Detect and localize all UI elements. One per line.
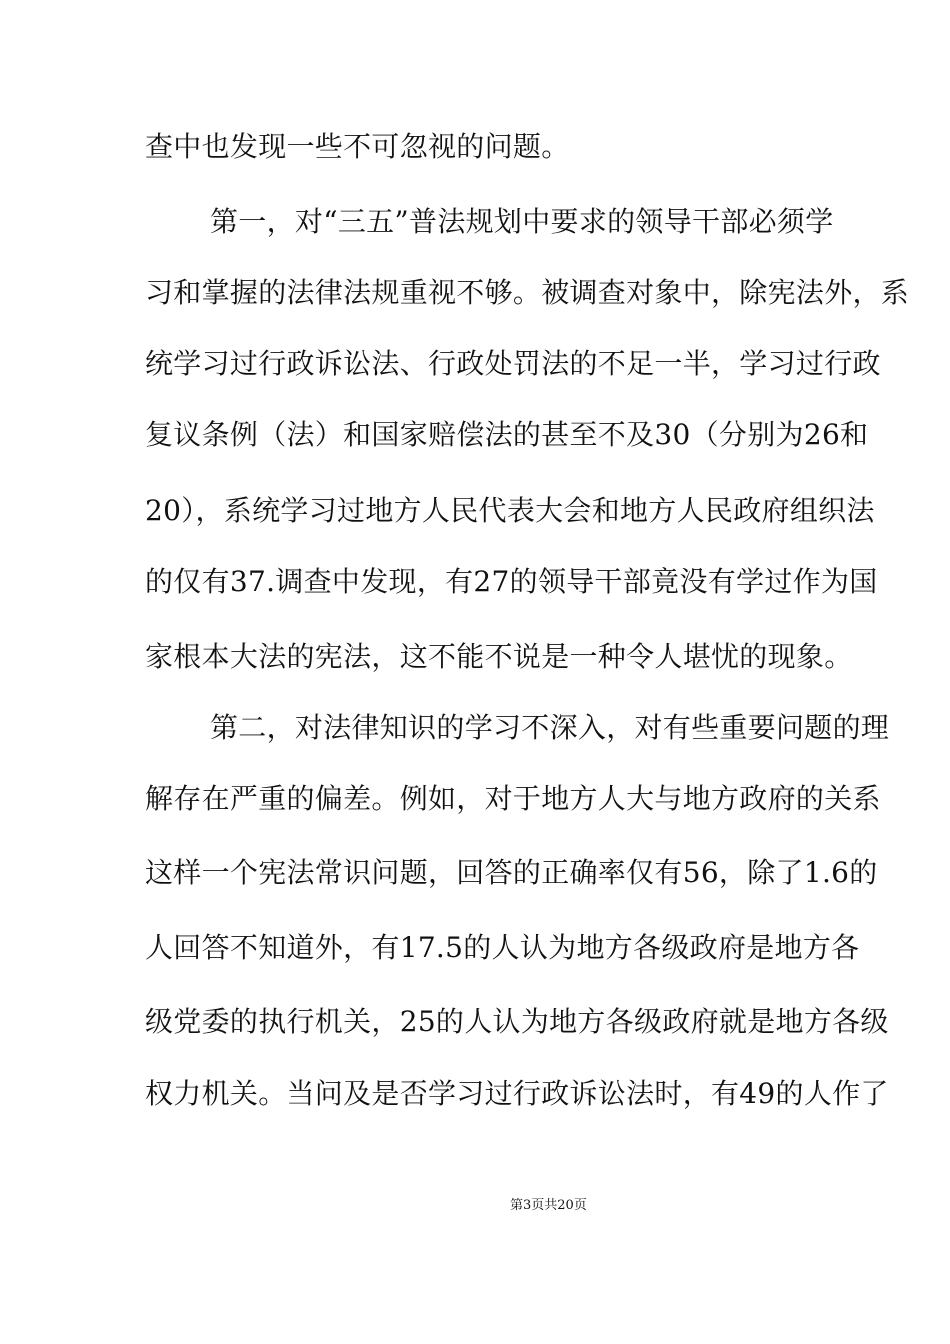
paragraph-first-line: 第一，对“三五”普法规划中要求的领导干部必须学	[210, 205, 834, 238]
text-line-11: 这样一个宪法常识问题，回答的正确率仅有56，除了1.6的	[145, 856, 878, 889]
text-line-8: 家根本大法的宪法，这不能不说是一种令人堪忧的现象。	[145, 640, 853, 673]
text-line-10: 解存在严重的偏差。例如，对于地方人大与地方政府的关系	[145, 782, 881, 815]
paragraph-second-line: 第二，对法律知识的学习不深入，对有些重要问题的理	[210, 711, 890, 744]
page-number: 第3页共20页	[510, 1198, 587, 1213]
text-line-3: 习和掌握的法律法规重视不够。被调查对象中，除宪法外，系	[145, 276, 910, 309]
text-line-1: 查中也发现一些不可忽视的问题。	[145, 130, 570, 163]
text-line-12: 人回答不知道外，有17.5的人认为地方各级政府是地方各	[145, 931, 860, 964]
text-line-5: 复议条例（法）和国家赔偿法的甚至不及30（分别为26和	[145, 418, 869, 451]
text-line-6: 20），系统学习过地方人民代表大会和地方人民政府组织法	[145, 494, 875, 527]
text-line-7: 的仅有37.调查中发现，有27的领导干部竟没有学过作为国	[145, 565, 878, 598]
text-line-13: 级党委的执行机关，25的人认为地方各级政府就是地方各级	[145, 1005, 889, 1038]
text-line-14: 权力机关。当问及是否学习过行政诉讼法时，有49的人作了	[145, 1077, 889, 1110]
text-line-4: 统学习过行政诉讼法、行政处罚法的不足一半，学习过行政	[145, 347, 881, 380]
